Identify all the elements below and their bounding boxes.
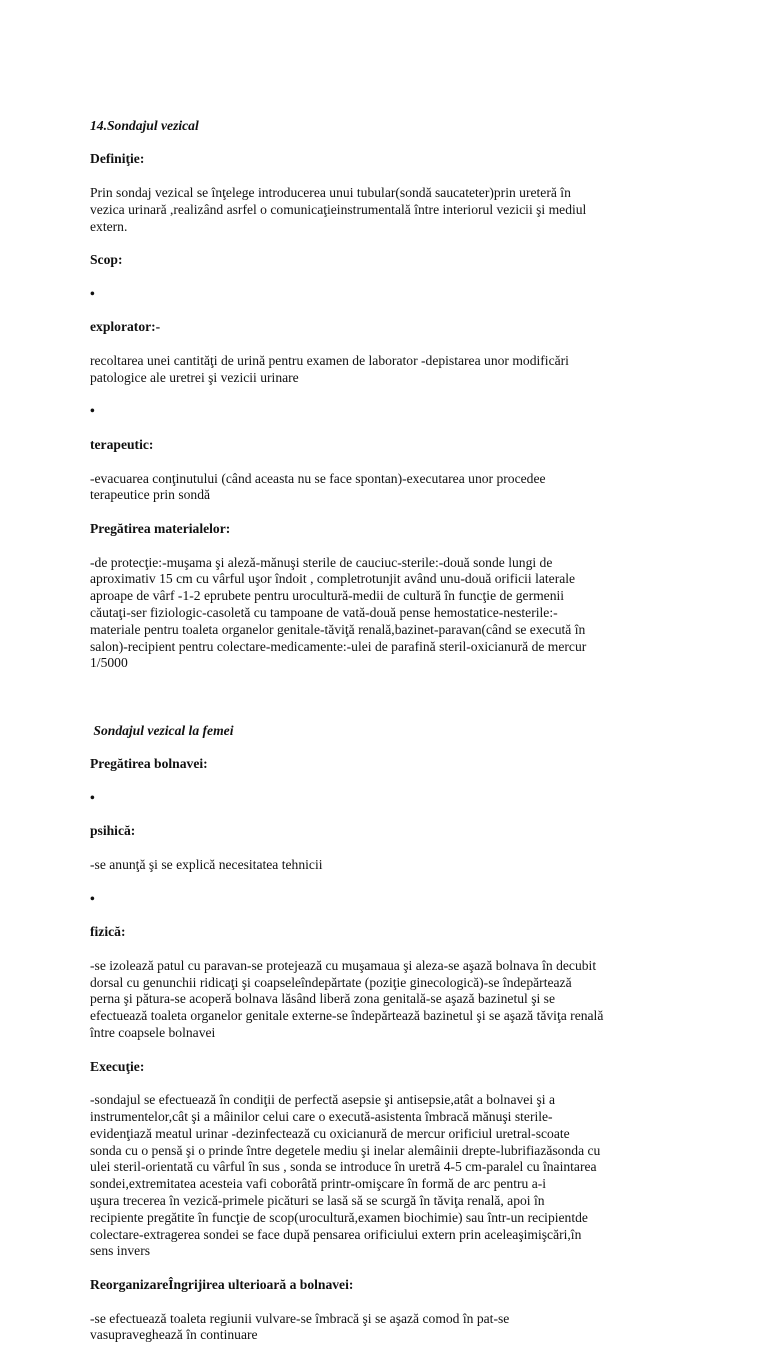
executie-paragraph: -sondajul se efectuează în condiţii de perfectă asepsie şi antisepsie,atât a bolnavei şi a instrumentelor,cât şi a mâinilor celui care o execută-asistenta îmbracă mănuşi sterile- evidenţiază meatul urinar -dezinfectează cu oxicianură de mercur orificiul uretral-scoate sonda cu o pensă şi o prinde între degetele mediu şi inelar alemâinii drepte-lubrifiazăsonda cu ulei steril-orientată cu vârful în sus , sonda se introduce în uretră 4-5 cm-paralel cu înaintarea sondei,extremitatea acesteia vafi coborâtă printr-omişcare în formă de arc pentru a-i uşura trecerea în vezică-primele picături se lasă să se scurgă în tăviţa renală, apoi în recipiente pregătite în funcţie de scop(urocultură,examen biochimie) sau într-un recipientde colectare-extragerea sondei se face după pensarea orificiului extern prin aceleaşimişcări,în sens invers [90,1092,601,1259]
section-gap [90,689,690,706]
terapeutic-heading: terapeutic: [90,436,154,452]
materiale-heading: Pregătirea materialelor: [90,520,231,536]
section-title-femei: Sondajul vezical la femei [90,722,234,738]
bullet-terapeutic: • [90,403,95,419]
bullet-psihica: • [90,789,95,805]
fizica-paragraph: -se izolează patul cu paravan-se protejează cu muşamaua şi aleza-se aşază bolnava în decubit dorsal cu genunchii ridicaţi şi coapseleîndepărtate (poziţie ginecologică)-se îndepărtează perna şi pătura-se acoperă bolnava lăsând liberă zona genitală-se aşază bazinetul şi se efectuează toaleta organelor genitale externe-se îndepărtează bazinetul şi se aşază tăviţa renală între coapsele bolnavei [90,957,604,1041]
reorganizare-paragraph: -se efectuează toaleta regiunii vulvare-se îmbracă şi se aşază comod în pat-se vasupraveghează în continuare [90,1310,510,1343]
explorator-paragraph: recoltarea unei cantităţi de urină pentru examen de laborator -depistarea unor modificări patologice ale uretrei şi vezicii urinare [90,352,569,385]
definitie-heading: Definiţie: [90,151,145,167]
executie-heading: Execuţie: [90,1058,145,1074]
definitie-paragraph: Prin sondaj vezical se înţelege introducerea unui tubular(sondă saucateter)prin ureteră în vezica urinară ,realizând asrfel o comunicaţieinstrumentală între interiorul vezicii şi mediul extern. [90,184,587,234]
materiale-paragraph: -de protecţie:-muşama şi aleză-mănuşi sterile de cauciuc-sterile:-două sonde lungi de aproximativ 15 cm cu vârful uşor îndoit , completrotunjit având unu-două orificii laterale aproape de vârf -1-2 eprubete pentru urocultură-medii de cultură în funcţie de germenii căutaţi-ser fiziologic-casoletă cu tampoane de vată-două pense hemostatice-nesterile:- materiale pentru toaleta organelor genitale-tăviţă renală,bazinet-paravan(când se execută în salon)-recipient pentru colectare-medicamente:-ulei de parafină steril-oxicianură de mercur 1/5000 [90,554,587,671]
fizica-heading: fizică: [90,924,126,940]
reorganizare-heading: ReorganizareÎngrijirea ulterioară a bolnavei: [90,1276,354,1292]
bolnavei-heading: Pregătirea bolnavei: [90,756,208,772]
scop-heading: Scop: [90,252,123,268]
psihica-paragraph: -se anunţă şi se explică necesitatea tehnicii [90,857,323,873]
document-body [90,101,690,1361]
section-title-sondaj: 14.Sondajul vezical [90,117,199,133]
bullet-explorator: • [90,285,95,301]
terapeutic-paragraph: -evacuarea conţinutului (când aceasta nu se face spontan)-executarea unor procedee terapeutice prin sondă [90,470,546,503]
bullet-fizica: • [90,890,95,906]
psihica-heading: psihică: [90,823,136,839]
explorator-heading: explorator:- [90,319,161,335]
